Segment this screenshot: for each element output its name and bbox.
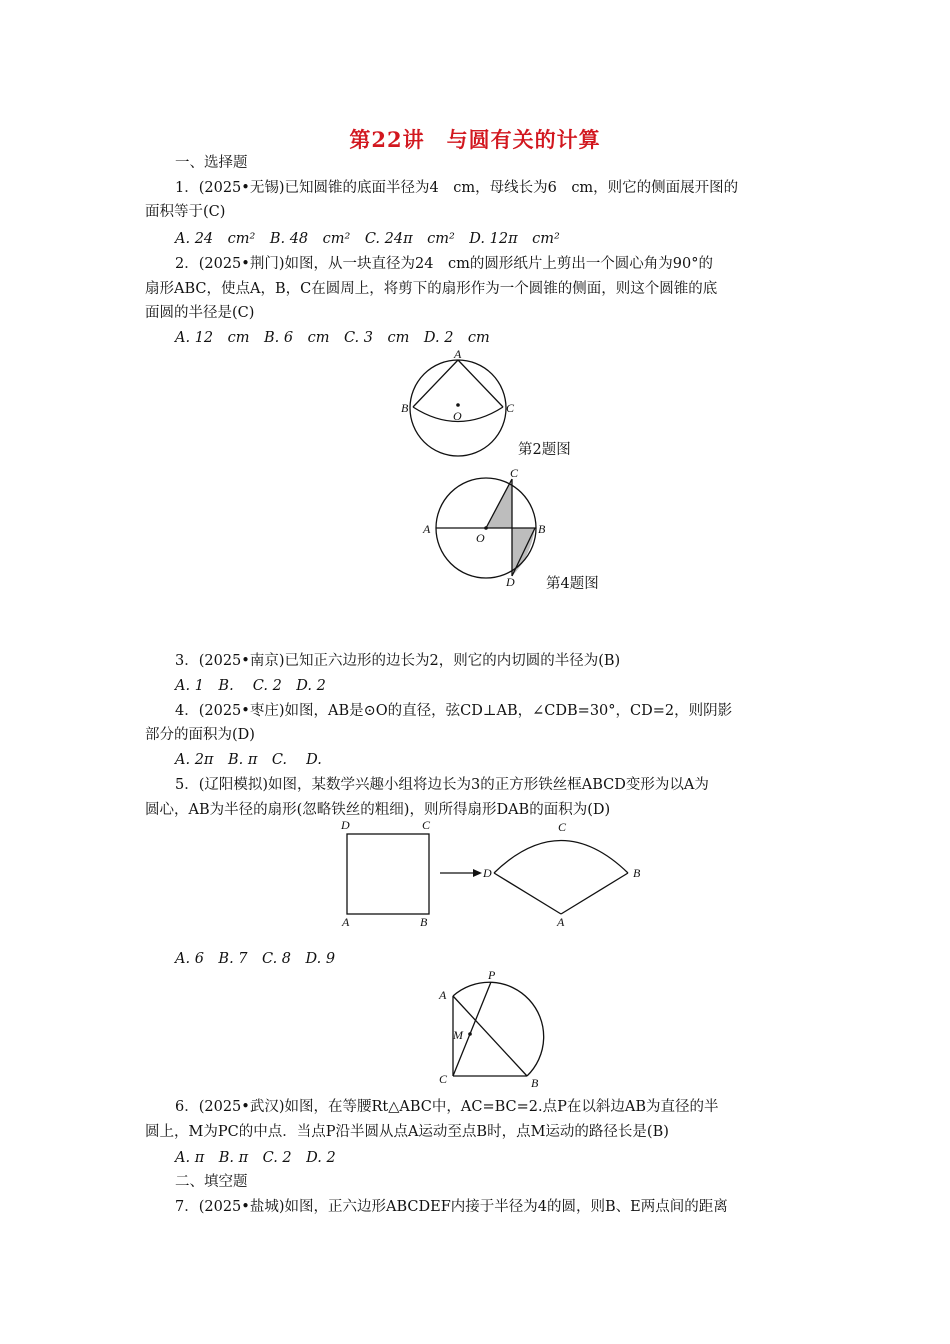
q2-text-line1: 2．(2025•荆门)如图，从一块直径为24 cm的圆形纸片上剪出一个圆心角为90°的 (175, 256, 714, 272)
q5-square-label-b: B (420, 915, 428, 929)
q4-options: A. 2π B. π C. D. (175, 752, 322, 768)
q5-sector-label-c: C (558, 820, 567, 834)
q4-label-d: D (506, 575, 515, 589)
q2-center-dot (456, 403, 460, 407)
q5-options: A. 6 B. 7 C. 8 D. 9 (175, 951, 336, 967)
q5-sector-label-a: A (557, 915, 565, 929)
q3-text-line1: 3．(2025•南京)已知正六边形的边长为2，则它的内切圆的半径为(B) (175, 653, 621, 669)
q1-text-line2: 面积等于(C) (145, 204, 226, 220)
q5-figure (336, 818, 656, 930)
q2-text-line3: 面圆的半径是(C) (145, 305, 255, 321)
q6-figure (425, 966, 555, 1090)
q2-figure-caption: 第2题图 (518, 442, 571, 458)
q5-square-label-d: D (341, 818, 350, 832)
q6-label-b: B (531, 1076, 539, 1090)
q5-sector-radius-ab (561, 873, 628, 914)
q5-sector-arc (494, 841, 628, 874)
q5-text-line1: 5．(辽阳模拟)如图，某数学兴趣小组将边长为3的正方形铁丝框ABCD变形为以A为 (175, 777, 709, 793)
q6-label-p: P (488, 968, 496, 982)
page-title: 第22讲 与圆有关的计算 (349, 127, 601, 152)
q4-center-dot (484, 526, 488, 530)
q4-label-c: C (510, 466, 519, 480)
q5-arrow-head (473, 869, 482, 877)
q7-text-line1: 7．(2025•盐城)如图，正六边形ABCDEF内接于半径为4的圆，则B、E两点间的距离 (175, 1199, 728, 1215)
q5-square-label-c: C (422, 818, 431, 832)
section-choice-heading: 一、选择题 (175, 155, 248, 171)
q5-sector-label-d: D (483, 866, 492, 880)
q2-label-b: B (401, 401, 409, 415)
q1-options: A. 24 cm² B. 48 cm² C. 24π cm² D. 12π cm² (175, 231, 560, 247)
q6-text-line2: 圆上，M为PC的中点．当点P沿半圆从点A运动至点B时，点M运动的路径长是(B) (145, 1124, 669, 1140)
q6-semicircle (453, 982, 544, 1076)
q2-label-o: O (453, 409, 462, 423)
q6-line-ab (453, 996, 527, 1076)
q5-square (347, 834, 429, 914)
q3-options: A. 1 B. C. 2 D. 2 (175, 678, 326, 694)
q2-options: A. 12 cm B. 6 cm C. 3 cm D. 2 cm (175, 330, 490, 346)
q6-options: A. π B. π C. 2 D. 2 (175, 1150, 336, 1166)
q4-label-b: B (538, 522, 546, 536)
q5-square-label-a: A (342, 915, 350, 929)
q4-label-o: O (476, 531, 485, 545)
q2-line-ac (458, 360, 503, 407)
q2-label-c: C (506, 401, 515, 415)
q4-text-line2: 部分的面积为(D) (145, 727, 255, 743)
q2-figure (400, 340, 530, 460)
q1-text-line1: 1．(2025•无锡)已知圆锥的底面半径为4 cm，母线长为6 cm，则它的侧面展开图的 (175, 180, 739, 196)
q6-label-a: A (439, 988, 447, 1002)
q4-figure-caption: 第4题图 (546, 576, 599, 592)
q6-text-line1: 6．(2025•武汉)如图，在等腰Rt△ABC中，AC=BC=2.点P在以斜边AB为直径的半 (175, 1099, 719, 1115)
q5-sector-label-b: B (633, 866, 641, 880)
section-fill-heading: 二、填空题 (175, 1174, 248, 1190)
q2-label-a: A (454, 347, 462, 361)
q4-figure (418, 466, 558, 590)
q2-circle (410, 360, 506, 456)
q2-line-ab (413, 360, 458, 407)
q5-text-line2: 圆心，AB为半径的扇形(忽略铁丝的粗细)，则所得扇形DAB的面积为(D) (145, 802, 611, 818)
q4-label-a: A (423, 522, 431, 536)
q5-sector-radius-ad (494, 873, 561, 914)
q6-label-c: C (439, 1072, 448, 1086)
q4-text-line1: 4．(2025•枣庄)如图，AB是⊙O的直径，弦CD⊥AB，∠CDB=30°，CD=2，则阴影 (175, 703, 733, 719)
q6-point-m (468, 1032, 472, 1036)
q6-label-m: M (453, 1028, 463, 1042)
q2-text-line2: 扇形ABC，使点A，B，C在圆周上，将剪下的扇形作为一个圆锥的侧面，则这个圆锥的底 (145, 281, 718, 297)
